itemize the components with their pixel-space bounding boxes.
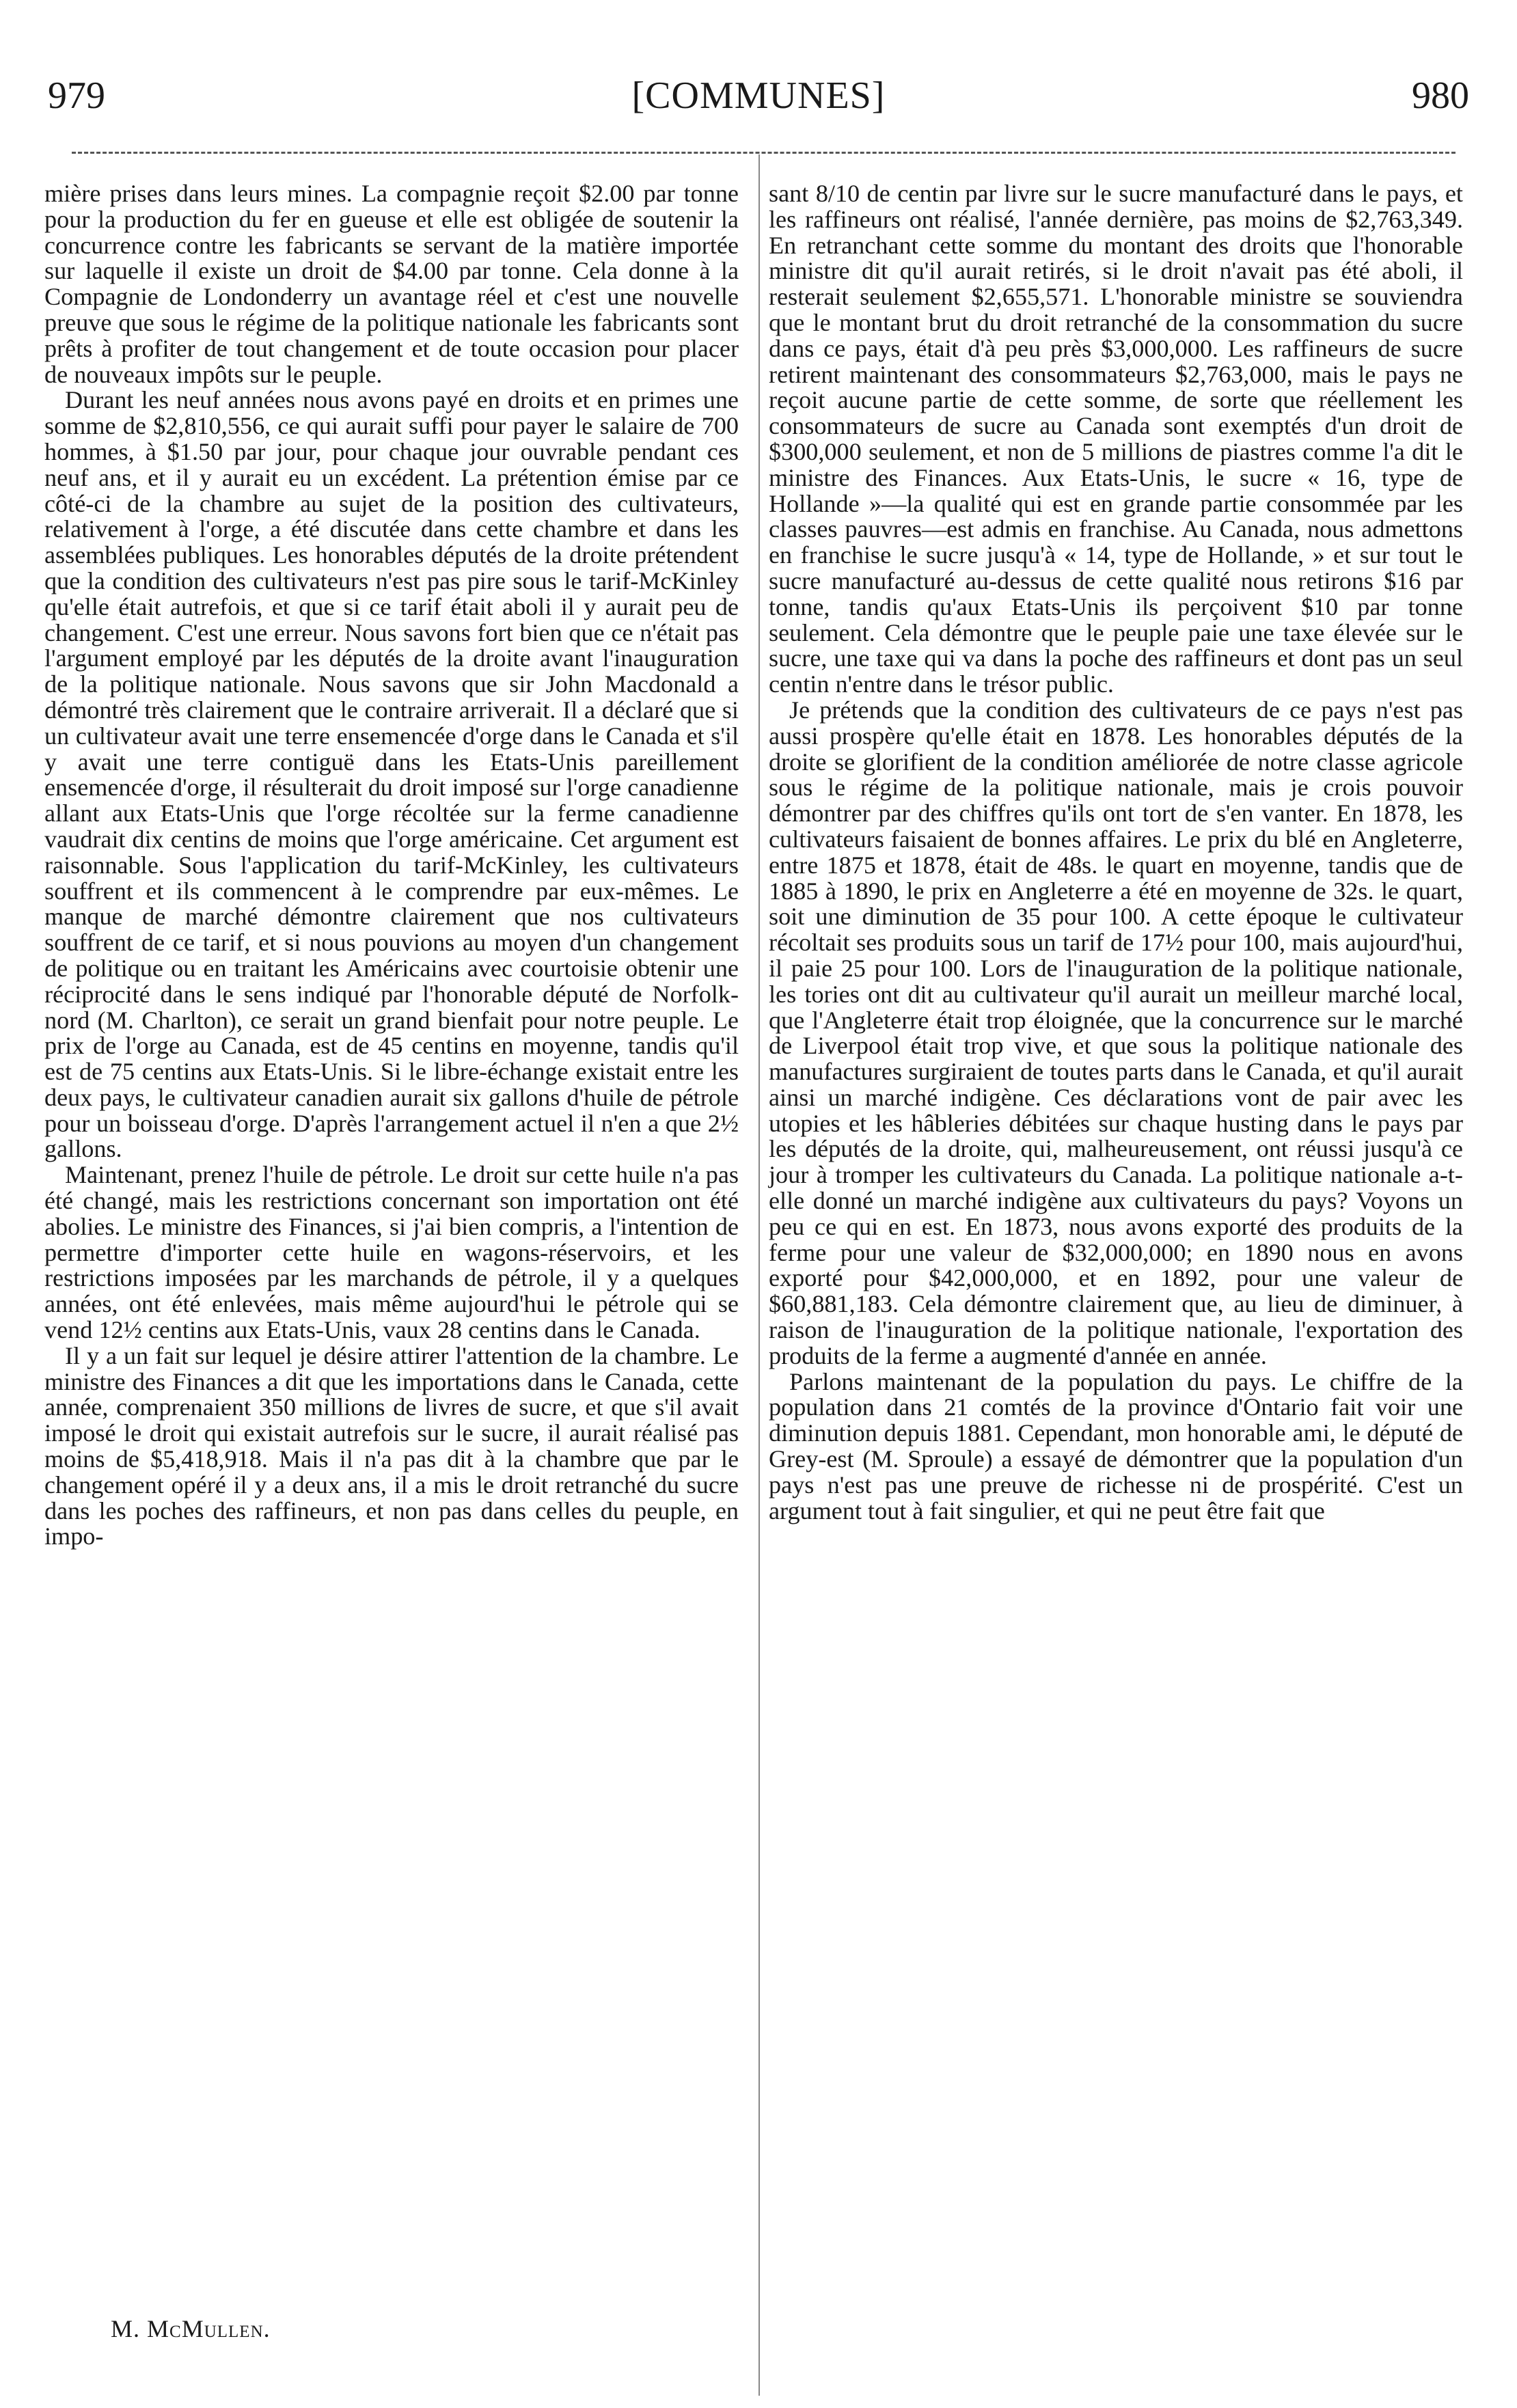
- paragraph: Il y a un fait sur lequel je désire attirer l'attention de la chambre. Le ministre des Finances a dit que les importations dans le Canada, cette année, comprenaient 350 millions de livres de sucre, et que s'il avait imposé le droit qui existait autrefois sur le sucre, il aurait réalisé pas moins de $5,418,918. Mais il n'a pas dit à la chambre que par le changement opéré il y a deux ans, il a mis le droit retranché du sucre dans les poches des raffineurs, et non pas dans celles du peuple, en impo-: [44, 1341, 739, 1550]
- column-divider: [758, 154, 760, 2396]
- paragraph: sant 8/10 de centin par livre sur le sucre manufacturé dans le pays, et les raffineurs ont réalisé, l'année dernière, pas moins de $2,763,349. En retranchant cette somme du montant des droits que l'honorable ministre dit qu'il aurait retirés, si le droit n'avait pas été aboli, il resterait seulement $2,655,571. L'honorable ministre se souviendra que le montant brut du droit retranché de la consommation du sucre dans ce pays, était d'à peu près $3,000,000. Les raffineurs de sucre retirent maintenant des consommateurs $2,763,000, mais le pays ne reçoit aucune partie de cette somme, de sorte que réellement les consommateurs de sucre au Canada sont exemptés d'un droit de $300,000 seulement, et non de 5 millions de piastres comme l'a dit le ministre des Finances. Aux Etats-Unis, le sucre « 16, type de Hollande »—la qualité qui est en grande partie consommée par les classes pauvres—est admis en franchise. Au Canada, nous admettons en franchise le sucre jusqu'à « 14, type de Hollande, » et sur tout le sucre manufacturé au-dessus de cette qualité nous retirons $16 par tonne, tandis qu'aux Etats-Unis ils perçoivent $10 par tonne seulement. Cela démontre que le peuple paie une taxe élevée sur le sucre, une taxe qui va dans la poche des raffineurs et dont pas un seul centin n'entre dans le trésor public.: [769, 180, 1463, 698]
- header-rule: [72, 152, 1456, 154]
- paragraph: Je prétends que la condition des cultivateurs de ce pays n'est pas aussi prospère qu'elle était en 1878. Les honorables députés de la droite se glorifient de la condition améliorée de notre classe agricole sous le régime de la politique nationale, mais je crois pouvoir démontrer par des chiffres qu'ils ont tort de s'en vanter. En 1878, les cultivateurs faisaient de bonnes affaires. Le prix du blé en Angleterre, entre 1875 et 1878, était de 48s. le quart en moyenne, tandis que de 1885 à 1890, le prix en Angleterre a été en moyenne de 32s. le quart, soit une diminution de 35 pour 100. A cette époque le cultivateur récoltait ses produits sous un tarif de 17½ pour 100, mais aujourd'hui, il paie 25 pour 100. Lors de l'inauguration de la politique nationale, les tories ont dit au cultivateur qu'il aurait un meilleur marché local, que l'Angleterre était trop éloignée, que la concurrence sur le marché de Liverpool était trop vive, et que sous la politique nationale des manufactures surgiraient de toutes parts dans le Canada, et qu'il aurait ainsi un marché indigène. Ces déclarations vont de pair avec les utopies et les hâbleries débitées sur chaque husting dans le pays par les députés de la droite, qui, malheureusement, ont réussi jusqu'à ce jour à tromper les cultivateurs du Canada. La politique nationale a-t-elle donné un marché indigène aux cultivateurs du pays? Voyons un peu ce qui en est. En 1873, nous avons exporté des produits de la ferme pour une valeur de $32,000,000; en 1890 nous en avons exporté pour $42,000,000, et en 1892, pour une valeur de $60,881,183. Cela démontre clairement que, au lieu de diminuer, à raison de l'inauguration de la politique nationale, l'exportation des produits de la ferme a augmenté d'année en année.: [769, 696, 1463, 1369]
- running-title: [COMMUNES]: [631, 74, 886, 117]
- paragraph: mière prises dans leurs mines. La compagnie reçoit $2.00 par tonne pour la production du fer en gueuse et elle est obligée de soutenir la concurrence contre les fabricants se servant de la matière importée sur laquelle il existe un droit de $4.00 par tonne. Cela donne à la Compagnie de Londonderry un avantage réel et c'est une nouvelle preuve que sous le régime de la politique nationale les fabricants sont prêts à profiter de tout changement et de toute occasion pour placer de nouveaux impôts sur le peuple.: [44, 180, 739, 388]
- page-number-right: 980: [1412, 74, 1469, 117]
- speaker-signature: M. McMullen.: [111, 2315, 271, 2342]
- left-column: [44, 181, 739, 1550]
- paragraph: Parlons maintenant de la population du pays. Le chiffre de la population dans 21 comtés de la province d'Ontario fait voir une diminution depuis 1881. Cependant, mon honorable ami, le député de Grey-est (M. Sproule) a essayé de démontrer que la population d'un pays n'est pas une preuve de richesse ni de prospérité. C'est un argument tout à fait singulier, et qui ne peut être fait que: [769, 1367, 1463, 1524]
- page-number-left: 979: [48, 74, 105, 117]
- right-column: [769, 181, 1463, 1524]
- page-header: [48, 68, 1469, 123]
- paragraph: Maintenant, prenez l'huile de pétrole. Le droit sur cette huile n'a pas été changé, mais les restrictions concernant son importation ont été abolies. Le ministre des Finances, si j'ai bien compris, a l'intention de permettre d'importer cette huile en wagons-réservoirs, et les restrictions imposées par les marchands de pétrole, il y a quelques années, ont été enlevées, mais même aujourd'hui le pétrole qui se vend 12½ centins aux Etats-Unis, vaux 28 centins dans le Canada.: [44, 1161, 739, 1344]
- paragraph: Durant les neuf années nous avons payé en droits et en primes une somme de $2,810,556, ce qui aurait suffi pour payer le salaire de 700 hommes, à $1.50 par jour, pour chaque jour ouvrable pendant ces neuf ans, et il y aurait eu un excédent. La prétention émise par ce côté-ci de la chambre au sujet de la position des cultivateurs, relativement à l'orge, a été discutée dans cette chambre et dans les assemblées publiques. Les honorables députés de la droite prétendent que la condition des cultivateurs n'est pas pire sous le tarif-McKinley qu'elle était autrefois, et que si ce tarif était aboli il y aurait peu de changement. C'est une erreur. Nous savons fort bien que ce n'était pas l'argument employé par les députés de la droite avant l'inauguration de la politique nationale. Nous savons que sir John Macdonald a démontré très clairement que le contraire arriverait. Il a déclaré que si un cultivateur avait une terre ensemencée d'orge dans le Canada et s'il y avait une terre contiguë dans les Etats-Unis pareillement ensemencée d'orge, il résulterait du droit imposé sur l'orge canadienne allant aux Etats-Unis que l'orge récoltée sur la ferme canadienne vaudrait dix centins de moins que l'orge américaine. Cet argument est raisonnable. Sous l'application du tarif-McKinley, les cultivateurs souffrent et ils commencent à le comprendre par eux-mêmes. Le manque de marché démontre clairement que nos cultivateurs souffrent de ce tarif, et si nous pouvions au moyen d'un changement de politique ou en traitant les Américains avec courtoisie obtenir une réciprocité dans le sens indiqué par l'honorable député de Norfolk-nord (M. Charlton), ce serait un grand bienfait pour notre peuple. Le prix de l'orge au Canada, est de 45 centins en moyenne, tandis qu'il est de 75 centins aux Etats-Unis. Si le libre-échange existait entre les deux pays, le cultivateur canadien aurait six gallons d'huile de pétrole pour un boisseau d'orge. D'après l'arrangement actuel il n'en a que 2½ gallons.: [44, 386, 739, 1163]
